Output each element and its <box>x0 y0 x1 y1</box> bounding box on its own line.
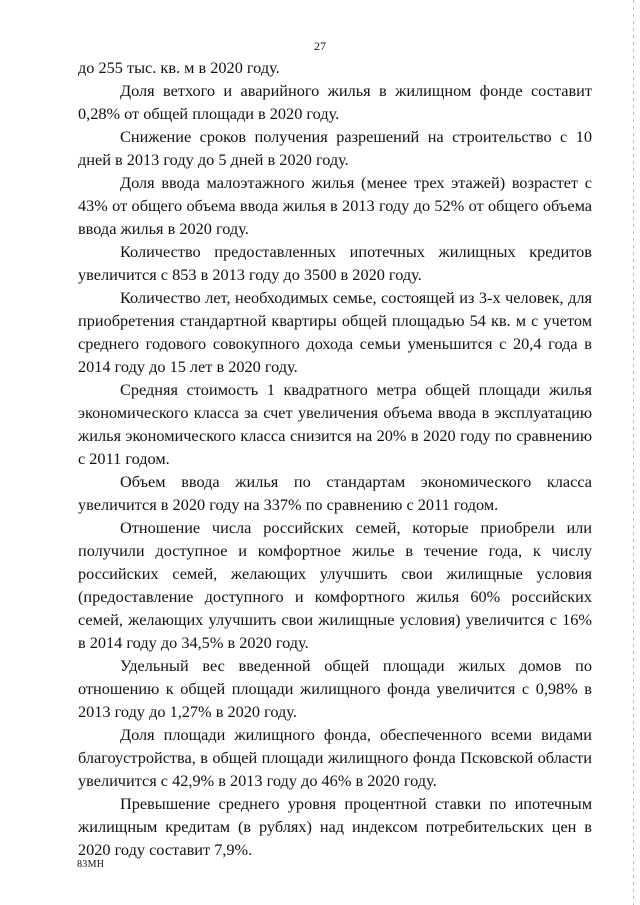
paragraph: Средняя стоимость 1 квадратного метра общей площади жилья экономического класса за счет увеличения объема ввода в эксплуатацию жилья экономического класса снизится на 20% в 2020 году по сравнению с 2011 годом. <box>78 380 592 468</box>
paragraph: Доля площади жилищного фонда, обеспеченного всеми видами благоустройства, в общей площади жилищного фонда Псковской области увеличится с 42,9% в 2013 году до 46% в 2020 году. <box>78 725 592 790</box>
paragraph: Удельный вес введенной общей площади жилых домов по отношению к общей площади жилищного фонда увеличится с 0,98% в 2013 году до 1,27% в 2020 году. <box>78 656 592 721</box>
paragraph: Количество лет, необходимых семье, состоящей из 3-х человек, для приобретения стандартной квартиры общей площадью 54 кв. м с учетом среднего годового совокупного дохода семьи уменьшится с 20,4 года в 2014 году до 15 лет в 2020 году. <box>78 288 592 376</box>
document-body <box>78 56 592 861</box>
paragraph: Снижение сроков получения разрешений на строительство с 10 дней в 2013 году до 5 дней в 2020 году. <box>78 127 592 169</box>
scan-edge <box>633 0 634 905</box>
footer-code: 83МН <box>77 859 105 870</box>
paragraph: Доля ветхого и аварийного жилья в жилищном фонде составит 0,28% от общей площади в 2020 году. <box>78 81 592 123</box>
paragraph: Превышение среднего уровня процентной ставки по ипотечным жилищным кредитам (в рублях) над индексом потребительских цен в 2020 году составит 7,9%. <box>78 794 592 859</box>
page-number: 27 <box>314 39 326 53</box>
paragraph: Доля ввода малоэтажного жилья (менее трех этажей) возрастет с 43% от общего объема ввода жилья в 2013 году до 52% от общего объема ввода жилья в 2020 году. <box>78 173 592 238</box>
paragraph: до 255 тыс. кв. м в 2020 году. <box>78 58 280 77</box>
paragraph: Объем ввода жилья по стандартам экономического класса увеличится в 2020 году на 337% по сравнению с 2011 годом. <box>78 472 592 514</box>
paragraph: Количество предоставленных ипотечных жилищных кредитов увеличится с 853 в 2013 году до 3500 в 2020 году. <box>78 242 592 284</box>
paragraph: Отношение числа российских семей, которые приобрели или получили доступное и комфортное жилье в течение года, к числу российских семей, желающих улучшить свои жилищные условия (предоставление доступного и комфортного жилья 60% российских семей, желающих улучшить свои жилищные условия) увеличится с 16% в 2014 году до 34,5% в 2020 году. <box>78 518 592 652</box>
